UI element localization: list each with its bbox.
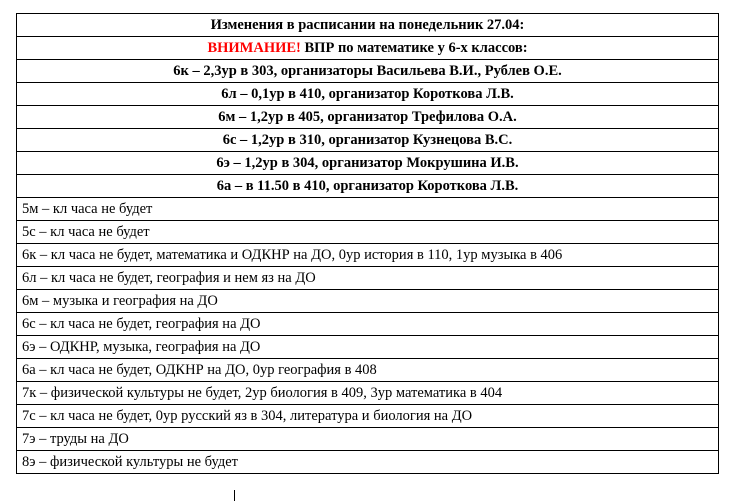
exam-cell: 6м – 1,2ур в 405, организатор Трефилова О.А. — [17, 106, 719, 129]
change-row — [17, 221, 719, 244]
change-cell: 6с – кл часа не будет, география на ДО — [17, 313, 719, 336]
exam-cell: 6с – 1,2ур в 310, организатор Кузнецова В.С. — [17, 129, 719, 152]
notice-row — [17, 37, 719, 60]
change-cell: 7с – кл часа не будет, 0ур русский яз в 304, литература и биология на ДО — [17, 405, 719, 428]
notice-text: ВПР по математике у 6-х классов: — [300, 40, 528, 56]
exam-row — [17, 129, 719, 152]
change-row — [17, 244, 719, 267]
notice-cell — [17, 37, 719, 60]
change-cell: 6м – музыка и география на ДО — [17, 290, 719, 313]
change-row — [17, 290, 719, 313]
change-row — [17, 313, 719, 336]
change-row — [17, 267, 719, 290]
change-cell: 6к – кл часа не будет, математика и ОДКНР на ДО, 0ур история в 110, 1ур музыка в 406 — [17, 244, 719, 267]
change-cell: 7к – физической культуры не будет, 2ур биология в 409, 3ур математика в 404 — [17, 382, 719, 405]
change-row — [17, 382, 719, 405]
exam-row — [17, 106, 719, 129]
exam-cell: 6л – 0,1ур в 410, организатор Короткова Л.В. — [17, 83, 719, 106]
exam-cell: 6а – в 11.50 в 410, организатор Короткова Л.В. — [17, 175, 719, 198]
change-cell: 5м – кл часа не будет — [17, 198, 719, 221]
change-cell: 6э – ОДКНР, музыка, география на ДО — [17, 336, 719, 359]
exam-row — [17, 152, 719, 175]
change-row — [17, 336, 719, 359]
change-row — [17, 359, 719, 382]
schedule-changes-table — [16, 13, 719, 474]
exam-cell: 6э – 1,2ур в 304, организатор Мокрушина И.В. — [17, 152, 719, 175]
change-row — [17, 451, 719, 474]
change-cell: 5с – кл часа не будет — [17, 221, 719, 244]
change-cell: 7э – труды на ДО — [17, 428, 719, 451]
exam-row — [17, 60, 719, 83]
text-cursor — [234, 490, 235, 501]
change-row — [17, 428, 719, 451]
change-cell: 8э – физической культуры не будет — [17, 451, 719, 474]
exam-row — [17, 175, 719, 198]
schedule-title: Изменения в расписании на понедельник 27.04: — [17, 14, 719, 37]
change-cell: 6а – кл часа не будет, ОДКНР на ДО, 0ур география в 408 — [17, 359, 719, 382]
exam-row — [17, 83, 719, 106]
warning-label: ВНИМАНИЕ! — [207, 40, 301, 56]
exam-cell: 6к – 2,3ур в 303, организаторы Васильева В.И., Рублев О.Е. — [17, 60, 719, 83]
change-row — [17, 405, 719, 428]
change-row — [17, 198, 719, 221]
title-row — [17, 14, 719, 37]
change-cell: 6л – кл часа не будет, география и нем яз на ДО — [17, 267, 719, 290]
